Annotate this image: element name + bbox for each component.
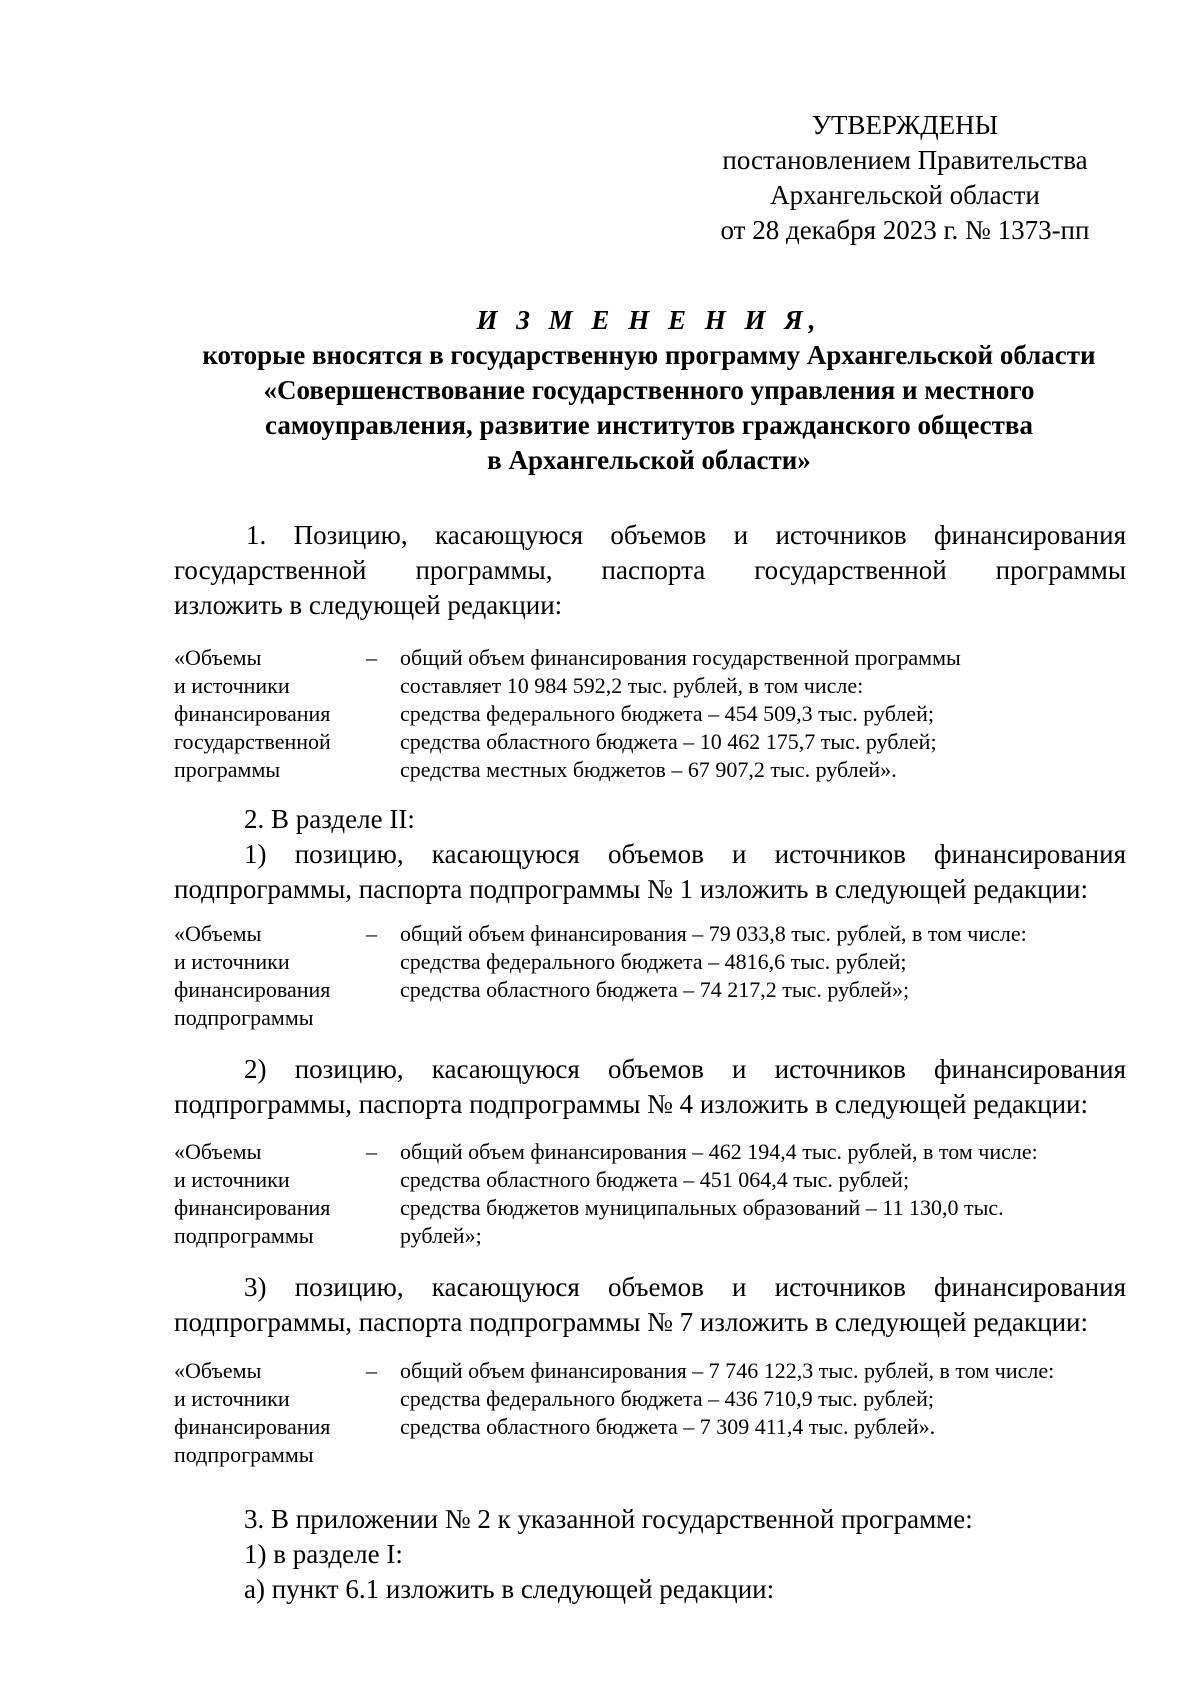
value-line: средства федерального бюджета – 436 710,9 тыс. рублей; [400,1386,934,1411]
value-line: общий объем финансирования – 7 746 122,3 тыс. рублей, в том числе: [400,1358,1055,1383]
label-line: и источники [174,1386,290,1411]
item-2-sub-3-paragraph [174,1270,1126,1340]
document-title [170,303,1128,478]
label-line: финансирования [174,1195,331,1220]
value-line: рублей»; [400,1223,482,1248]
label-line: и источники [174,1167,290,1192]
item-2-sub-2-line-1: 2) позицию, касающуюся объемов и источников финансирования [244,1054,1126,1084]
approval-line-2: Архангельской области [770,180,1040,210]
value-line: средства федерального бюджета – 454 509,3 тыс. рублей; [400,701,934,726]
title-line-3: самоуправления, развитие институтов гражданского общества [265,410,1033,440]
label-line: подпрограммы [174,1442,314,1467]
approval-word: УТВЕРЖДЕНЫ [811,110,999,140]
value-line: средства областного бюджета – 7 309 411,4 тыс. рублей». [400,1414,936,1439]
item-2-sub-1-line-1: 1) позицию, касающуюся объемов и источников финансирования [244,839,1126,869]
passport-table-4-value [400,1357,1200,1441]
title-line-2: «Совершенствование государственного управления и местного [263,375,1035,405]
label-line: финансирования [174,701,331,726]
value-line: общий объем финансирования государственной программы [400,645,961,670]
passport-table-3-value [400,1138,1200,1250]
item-2-sub-3-line-2: подпрограммы, паспорта подпрограммы № 7 изложить в следующей редакции: [174,1307,1089,1337]
item-1-paragraph [174,518,1126,623]
item-2-paragraph [174,802,1126,907]
item-3-paragraph [174,1502,1126,1607]
dash: – [366,1358,377,1383]
value-line: средства областного бюджета – 74 217,2 тыс. рублей»; [400,977,910,1002]
item-2-sub-1-line-2: подпрограммы, паспорта подпрограммы № 1 изложить в следующей редакции: [174,874,1089,904]
label-line: финансирования [174,1414,331,1439]
label-line: программы [174,757,281,782]
item-1-line-1: 1. Позицию, касающуюся объемов и источников финансирования [246,520,1126,550]
label-line: подпрограммы [174,1005,314,1030]
value-line: средства местных бюджетов – 67 907,2 тыс. рублей». [400,757,897,782]
item-2-sub-2-paragraph [174,1052,1126,1122]
title-heading: И З М Е Н Е Н И Я, [476,305,822,335]
label-line: подпрограммы [174,1223,314,1248]
value-line: составляет 10 984 592,2 тыс. рублей, в том числе: [400,673,864,698]
passport-table-1-label [174,644,354,784]
passport-table-2-value [400,920,1200,1004]
title-line-4: в Архангельской области» [487,445,811,475]
item-3-line-3: а) пункт 6.1 изложить в следующей редакции: [244,1574,775,1604]
label-line: «Объемы [174,645,262,670]
dash: – [366,645,377,670]
title-line-1: которые вносятся в государственную программу Архангельской области [202,340,1096,370]
label-line: «Объемы [174,1139,262,1164]
value-line: средства федерального бюджета – 4816,6 тыс. рублей; [400,949,907,974]
label-line: «Объемы [174,1358,262,1383]
dash: – [366,921,377,946]
label-line: государственной [174,729,331,754]
passport-table-4-label [174,1357,354,1469]
item-2-sub-3-line-1: 3) позицию, касающуюся объемов и источников финансирования [244,1272,1126,1302]
label-line: финансирования [174,977,331,1002]
item-3-line-2: 1) в разделе I: [244,1539,403,1569]
passport-table-2-label [174,920,354,1032]
value-line: общий объем финансирования – 79 033,8 тыс. рублей, в том числе: [400,921,1027,946]
label-line: и источники [174,673,290,698]
passport-table-3-label [174,1138,354,1250]
label-line: и источники [174,949,290,974]
item-1-line-2: государственной программы, паспорта государственной программы [174,555,1126,585]
value-line: средства областного бюджета – 451 064,4 тыс. рублей; [400,1167,910,1192]
item-2-heading: 2. В разделе II: [244,804,415,834]
approval-line-3: от 28 декабря 2023 г. № 1373-пп [720,215,1090,245]
value-line: средства бюджетов муниципальных образований – 11 130,0 тыс. [400,1195,1004,1220]
approval-block [700,108,1110,248]
dash: – [366,1139,377,1164]
item-2-sub-2-line-2: подпрограммы, паспорта подпрограммы № 4 изложить в следующей редакции: [174,1089,1089,1119]
passport-table-1-value [400,644,1200,784]
value-line: общий объем финансирования – 462 194,4 тыс. рублей, в том числе: [400,1139,1038,1164]
label-line: «Объемы [174,921,262,946]
value-line: средства областного бюджета – 10 462 175,7 тыс. рублей; [400,729,937,754]
item-3-line-1: 3. В приложении № 2 к указанной государственной программе: [244,1504,973,1534]
approval-line-1: постановлением Правительства [722,145,1088,175]
item-1-line-3: изложить в следующей редакции: [174,590,563,620]
